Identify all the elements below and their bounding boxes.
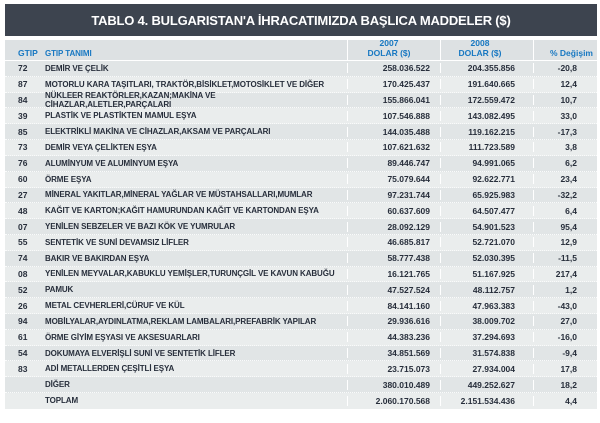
usd-2008-cell: 172.559.472 (440, 95, 533, 105)
pct-change-cell: -17,3 (533, 127, 597, 137)
usd-2008-cell: 449.252.627 (440, 380, 533, 390)
gtip-name-cell: PLASTİK VE PLASTİKTEN MAMUL EŞYA (45, 111, 197, 121)
header-2008-year: 2008 (470, 38, 490, 48)
pct-change-cell: 217,4 (533, 269, 597, 279)
pct-change-cell: -16,0 (533, 332, 597, 342)
pct-change-cell: 12,4 (533, 79, 597, 89)
pct-change-cell: -43,0 (533, 301, 597, 311)
gtip-name-cell: MOTORLU KARA TAŞITLARI, TRAKTÖR,BİSİKLET,MOTOSİKLET VE DİĞER (45, 79, 325, 89)
gtip-code-cell: 54 (18, 348, 28, 359)
table-row (5, 140, 597, 156)
table-row (5, 61, 597, 77)
table-row (5, 361, 597, 377)
pct-change-cell: 4,4 (533, 396, 597, 406)
gtip-name-cell: TOPLAM (45, 396, 79, 406)
pct-change-cell: 95,4 (533, 222, 597, 232)
gtip-code-cell: 61 (18, 332, 28, 343)
usd-2007-cell: 258.036.522 (347, 63, 440, 73)
usd-2008-cell: 92.622.771 (440, 174, 533, 184)
table-row (5, 203, 597, 219)
usd-2007-cell: 144.035.488 (347, 127, 440, 137)
table-header-row (5, 40, 597, 61)
pct-change-cell: 12,9 (533, 237, 597, 247)
gtip-name-cell: KAĞIT VE KARTON;KAĞIT HAMURUNDAN KAĞIT VE KARTONDAN EŞYA (45, 206, 319, 216)
table-row (5, 219, 597, 235)
usd-2007-cell: 2.060.170.568 (347, 396, 440, 406)
table-row (5, 156, 597, 172)
usd-2008-cell: 48.112.757 (440, 285, 533, 295)
pct-change-cell: 18,2 (533, 380, 597, 390)
usd-2008-cell: 65.925.983 (440, 190, 533, 200)
header-2007-unit: DOLAR ($) (367, 48, 411, 58)
gtip-name-cell: ADİ METALLERDEN ÇEŞİTLİ EŞYA (45, 364, 175, 374)
usd-2008-cell: 94.991.065 (440, 158, 533, 168)
gtip-code-cell: 76 (18, 158, 28, 169)
usd-2007-cell: 16.121.765 (347, 269, 440, 279)
gtip-name-cell: NÜKLEER REAKTÖRLER,KAZAN;MAKİNA VE CİHAZLAR,ALETLER,PARÇALARI (45, 91, 216, 110)
table-row (5, 124, 597, 140)
gtip-code-cell: 08 (18, 268, 28, 279)
gtip-code-cell: 52 (18, 284, 28, 295)
usd-2007-cell: 380.010.489 (347, 380, 440, 390)
pct-change-cell: 27,0 (533, 316, 597, 326)
gtip-name-cell: ELEKTRİKLİ MAKİNA VE CİHAZLAR,AKSAM VE PARÇALARI (45, 127, 271, 137)
table-row (5, 251, 597, 267)
usd-2007-cell: 84.141.160 (347, 301, 440, 311)
gtip-code-cell: 85 (18, 126, 28, 137)
usd-2008-cell: 51.167.925 (440, 269, 533, 279)
gtip-code-cell: 84 (18, 95, 28, 106)
table-title-bar (5, 4, 597, 36)
gtip-code-cell: 26 (18, 300, 28, 311)
gtip-name-cell: DEMİR VEYA ÇELİKTEN EŞYA (45, 142, 157, 152)
pct-change-cell: 3,8 (533, 142, 597, 152)
gtip-code-cell: 48 (18, 205, 28, 216)
pct-change-cell: 23,4 (533, 174, 597, 184)
usd-2008-cell: 204.355.856 (440, 63, 533, 73)
usd-2007-cell: 155.866.041 (347, 95, 440, 105)
gtip-name-cell: YENİLEN MEYVALAR,KABUKLU YEMİŞLER,TURUNÇGİL VE KAVUN KABUĞU (45, 269, 335, 279)
usd-2007-cell: 60.637.609 (347, 206, 440, 216)
export-table (5, 4, 597, 409)
usd-2007-cell: 89.446.747 (347, 158, 440, 168)
table-row (5, 393, 597, 409)
pct-change-cell: -11,5 (533, 253, 597, 263)
usd-2008-cell: 37.294.693 (440, 332, 533, 342)
gtip-code-cell: 55 (18, 237, 28, 248)
gtip-code-cell: 74 (18, 253, 28, 264)
gtip-name-cell: MOBİLYALAR,AYDINLATMA,REKLAM LAMBALARI,PREFABRİK YAPILAR (45, 316, 317, 326)
header-2008-dolar (440, 40, 533, 60)
gtip-code-cell: 94 (18, 316, 28, 327)
usd-2007-cell: 28.092.129 (347, 222, 440, 232)
usd-2007-cell: 107.546.888 (347, 111, 440, 121)
usd-2007-cell: 47.527.524 (347, 285, 440, 295)
gtip-code-cell: 87 (18, 79, 28, 90)
gtip-code-cell: 60 (18, 174, 28, 185)
pct-change-cell: -32,2 (533, 190, 597, 200)
usd-2007-cell: 44.383.236 (347, 332, 440, 342)
usd-2008-cell: 52.030.395 (440, 253, 533, 263)
header-2007-year: 2007 (379, 38, 399, 48)
usd-2007-cell: 97.231.744 (347, 190, 440, 200)
gtip-name-cell: DİĞER (45, 380, 70, 390)
gtip-name-cell: DOKUMAYA ELVERİŞLİ SUNİ VE SENTETİK LİFLER (45, 348, 236, 358)
table-row (5, 93, 597, 109)
gtip-code-cell: 27 (18, 189, 28, 200)
pct-change-cell: 6,2 (533, 158, 597, 168)
usd-2007-cell: 23.715.073 (347, 364, 440, 374)
table-row (5, 188, 597, 204)
gtip-code-cell: 73 (18, 142, 28, 153)
pct-change-cell: -20,8 (533, 63, 597, 73)
table-row (5, 172, 597, 188)
gtip-code-cell: 39 (18, 110, 28, 121)
usd-2008-cell: 54.901.523 (440, 222, 533, 232)
header-2007-dolar (347, 40, 440, 60)
usd-2008-cell: 38.009.702 (440, 316, 533, 326)
usd-2008-cell: 191.640.665 (440, 79, 533, 89)
gtip-code-cell: 07 (18, 221, 28, 232)
gtip-name-cell: YENİLEN SEBZELER VE BAZI KÖK VE YUMRULAR (45, 222, 236, 232)
header-gtip: GTIP (18, 48, 38, 58)
gtip-name-cell: METAL CEVHERLERİ,CÜRUF VE KÜL (45, 301, 185, 311)
header-pct-change: % Değişim (533, 40, 597, 60)
table-row (5, 267, 597, 283)
usd-2008-cell: 31.574.838 (440, 348, 533, 358)
usd-2007-cell: 75.079.644 (347, 174, 440, 184)
table-row (5, 282, 597, 298)
table-row (5, 346, 597, 362)
header-2008-unit: DOLAR ($) (458, 48, 502, 58)
gtip-name-cell: PAMUK (45, 285, 74, 295)
usd-2007-cell: 58.777.438 (347, 253, 440, 263)
usd-2008-cell: 2.151.534.436 (440, 396, 533, 406)
table-body (5, 61, 597, 409)
pct-change-cell: 33,0 (533, 111, 597, 121)
pct-change-cell: 1,2 (533, 285, 597, 295)
gtip-name-cell: SENTETİK VE SUNİ DEVAMSIZ LİFLER (45, 237, 189, 247)
table-title: TABLO 4. BULGARISTAN'A İHRACATIMIZDA BAŞLICA MADDELER ($) (91, 12, 511, 28)
gtip-name-cell: ÖRME GİYİM EŞYASI VE AKSESUARLARI (45, 332, 200, 342)
usd-2008-cell: 64.507.477 (440, 206, 533, 216)
pct-change-cell: -9,4 (533, 348, 597, 358)
gtip-name-cell: ALUMİNYUM VE ALUMİNYUM EŞYA (45, 158, 179, 168)
gtip-code-cell: 72 (18, 63, 28, 74)
table-row (5, 314, 597, 330)
usd-2008-cell: 27.934.004 (440, 364, 533, 374)
usd-2007-cell: 34.851.569 (347, 348, 440, 358)
gtip-name-cell: MİNERAL YAKITLAR,MİNERAL YAĞLAR VE MÜSTAHSALLARI,MUMLAR (45, 190, 313, 200)
gtip-name-cell: DEMİR VE ÇELİK (45, 63, 109, 73)
usd-2008-cell: 111.723.589 (440, 142, 533, 152)
usd-2007-cell: 29.936.616 (347, 316, 440, 326)
usd-2008-cell: 52.721.070 (440, 237, 533, 247)
table-row (5, 377, 597, 393)
gtip-name-cell: BAKIR VE BAKIRDAN EŞYA (45, 253, 150, 263)
usd-2007-cell: 170.425.437 (347, 79, 440, 89)
header-gtip-tanimi: GTIP TANIMI (45, 49, 92, 58)
table-row (5, 108, 597, 124)
table-row (5, 330, 597, 346)
table-row (5, 298, 597, 314)
usd-2007-cell: 46.685.817 (347, 237, 440, 247)
pct-change-cell: 17,8 (533, 364, 597, 374)
usd-2008-cell: 119.162.215 (440, 127, 533, 137)
pct-change-cell: 10,7 (533, 95, 597, 105)
pct-change-cell: 6,4 (533, 206, 597, 216)
gtip-code-cell: 83 (18, 363, 28, 374)
gtip-name-cell: ÖRME EŞYA (45, 174, 92, 184)
usd-2007-cell: 107.621.632 (347, 142, 440, 152)
usd-2008-cell: 143.082.495 (440, 111, 533, 121)
table-row (5, 235, 597, 251)
usd-2008-cell: 47.963.383 (440, 301, 533, 311)
table-grid (5, 40, 597, 409)
